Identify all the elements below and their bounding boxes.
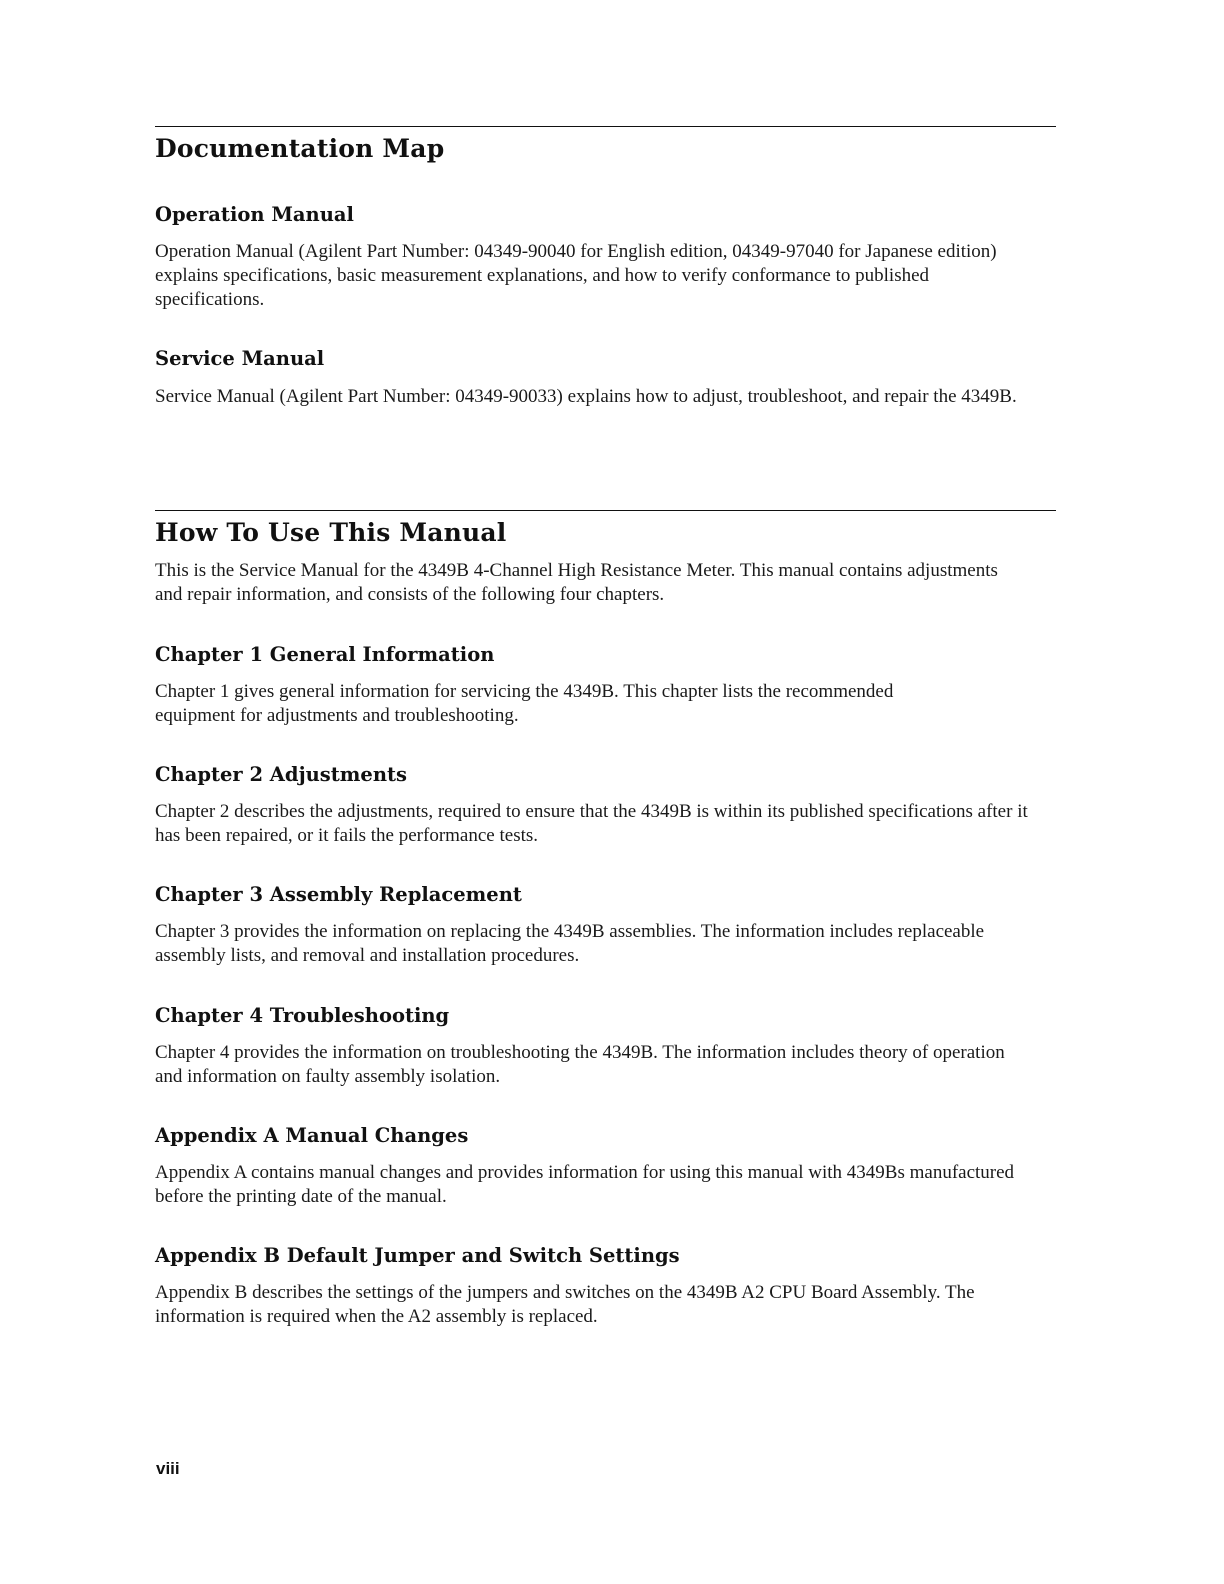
section-intro: This is the Service Manual for the 4349B 4-Channel High Resistance Meter. This manual contains adjustments and repair information, and consists of the following four chapters. <box>155 560 998 605</box>
chapter-body: Chapter 4 provides the information on troubleshooting the 4349B. The information includes theory of operation and information on faulty assembly isolation. <box>155 1042 1005 1087</box>
chapter-heading: Appendix B Default Jumper and Switch Settings <box>155 1244 680 1267</box>
subsection-heading: Operation Manual <box>155 203 354 226</box>
chapter-body: Chapter 1 gives general information for servicing the 4349B. This chapter lists the recommended equipment for adjustments and troubleshooting. <box>155 681 894 726</box>
chapter-body: Chapter 2 describes the adjustments, required to ensure that the 4349B is within its published specifications after it has been repaired, or it fails the performance tests. <box>155 801 1028 846</box>
subsection-body: Service Manual (Agilent Part Number: 04349-90033) explains how to adjust, troubleshoot, and repair the 4349B. <box>155 386 1017 407</box>
section-title: How To Use This Manual <box>155 518 507 547</box>
how-to-use-section <box>155 510 1056 1340</box>
documentation-map-section <box>155 126 1056 446</box>
section-rule <box>155 126 1056 127</box>
chapter-heading: Chapter 2 Adjustments <box>155 763 407 786</box>
page-number: viii <box>156 1459 180 1478</box>
subsection-heading: Service Manual <box>155 347 325 370</box>
chapter-heading: Chapter 4 Troubleshooting <box>155 1004 450 1027</box>
section-rule <box>155 510 1056 511</box>
section-title: Documentation Map <box>155 134 445 163</box>
chapter-heading: Chapter 3 Assembly Replacement <box>155 883 522 906</box>
chapter-heading: Chapter 1 General Information <box>155 643 495 666</box>
chapter-body: Appendix B describes the settings of the jumpers and switches on the 4349B A2 CPU Board Assembly. The information is required when the A2 assembly is replaced. <box>155 1282 975 1327</box>
chapter-body: Appendix A contains manual changes and provides information for using this manual with 4349Bs manufactured before the printing date of the manual. <box>155 1162 1015 1207</box>
chapter-body: Chapter 3 provides the information on replacing the 4349B assemblies. The information includes replaceable assembly lists, and removal and installation procedures. <box>155 921 985 966</box>
chapter-heading: Appendix A Manual Changes <box>155 1124 469 1147</box>
subsection-body: Operation Manual (Agilent Part Number: 04349-90040 for English edition, 04349-97040 for Japanese edition) explains specifications, basic measurement explanations, and how to verify conformance to published specifications. <box>155 241 997 310</box>
